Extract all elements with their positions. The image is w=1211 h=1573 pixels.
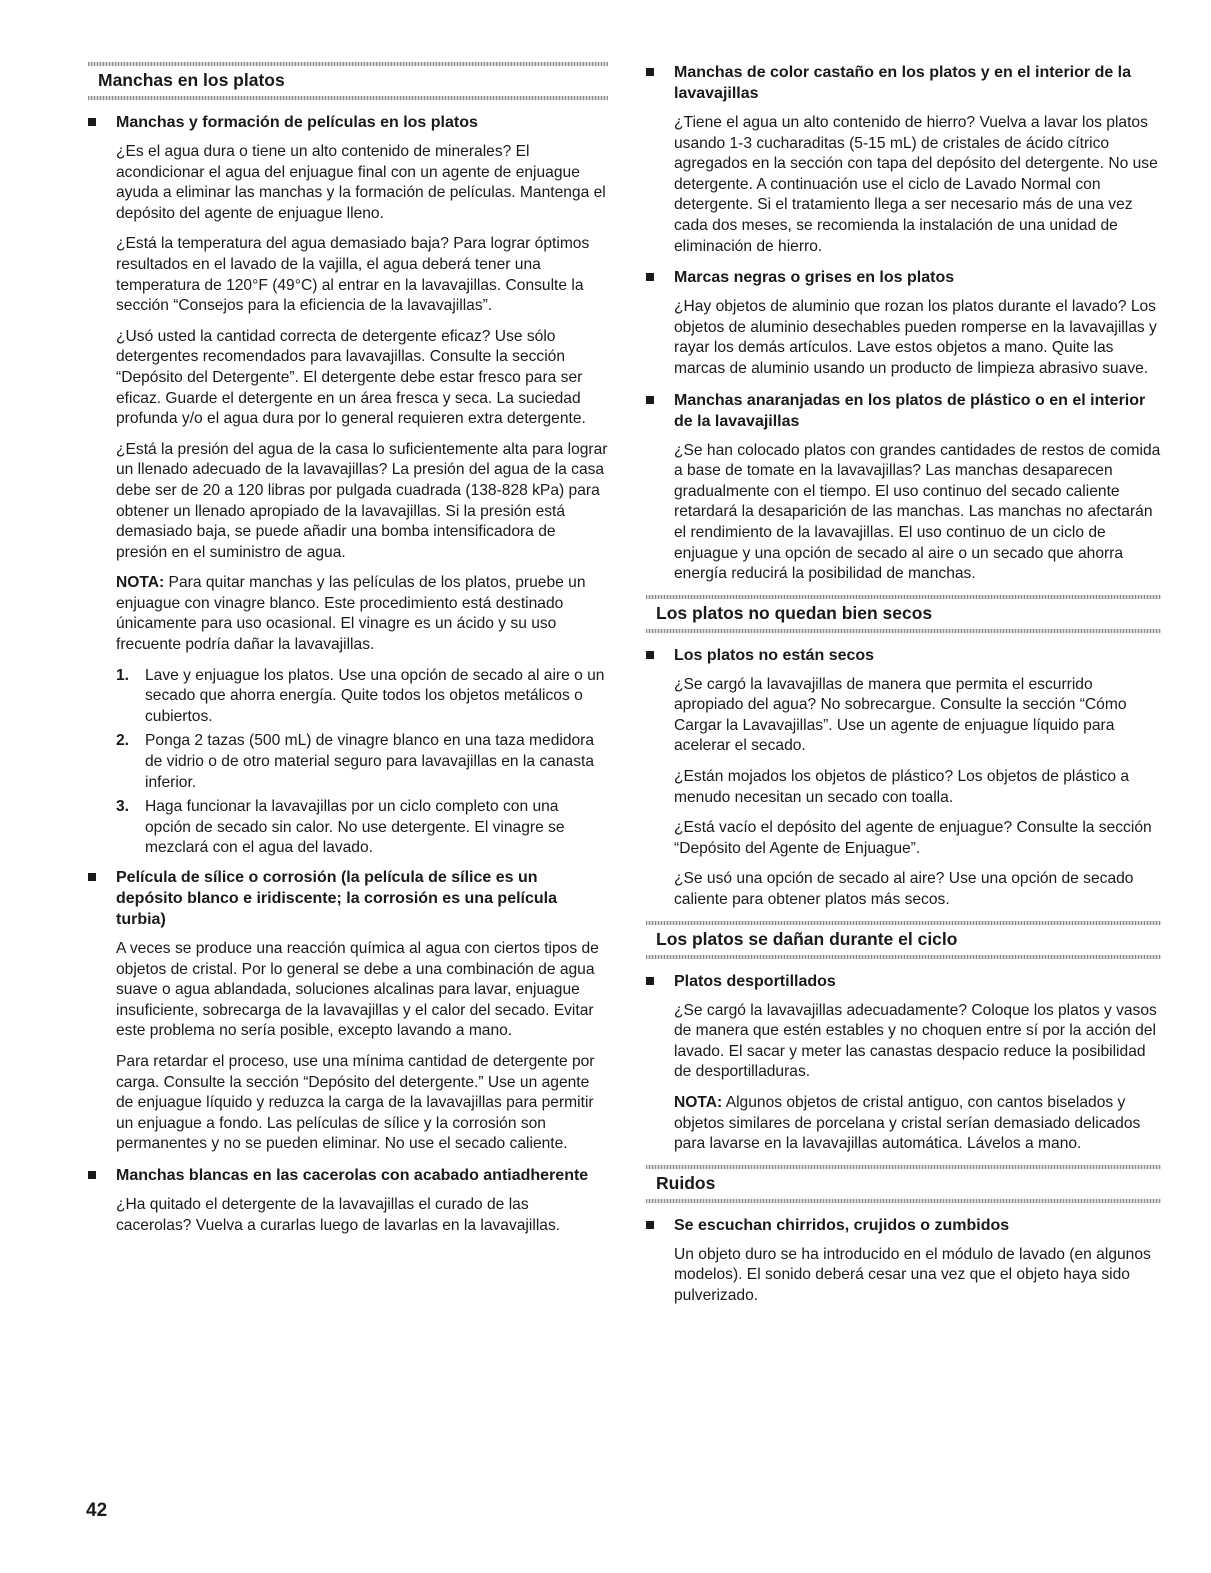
paragraph: ¿Se cargó la lavavajillas de manera que permita el escurrido apropiado del agua? No sobrecargue. Consulte la sección “Cómo Cargar la Lavavajillas”. Use un agente de enjuague líquido para acelerar el secado.	[674, 675, 1127, 755]
square-bullet-icon	[646, 68, 654, 76]
paragraph: ¿Están mojados los objetos de plástico? Los objetos de plástico a menudo necesitan un secado con toalla.	[674, 768, 1130, 806]
item-title-text: Manchas de color castaño en los platos y en el interior de la lavavajillas	[674, 64, 1132, 102]
paragraph: ¿Está la temperatura del agua demasiado baja? Para lograr óptimos resultados en el lavado de la vajilla, el agua deberá tener una temperatura de 120°F (49°C) al entrar en la lavavajillas. Consulte la sección “Consejos para la eficiencia de la lavavajillas”.	[116, 235, 590, 315]
square-bullet-icon	[646, 273, 654, 281]
item-title	[646, 62, 1161, 104]
square-bullet-icon	[646, 651, 654, 659]
troubleshoot-item	[88, 867, 608, 1155]
section-title: Los platos no quedan bien secos	[656, 602, 933, 623]
item-title-text: Manchas y formación de películas en los platos	[116, 114, 478, 131]
step-number: 1.	[116, 666, 130, 684]
item-title-text: Manchas anaranjadas en los platos de plástico o en el interior de la lavavajillas	[674, 391, 1146, 430]
item-title	[88, 1165, 608, 1186]
paragraph: ¿Tiene el agua un alto contenido de hierro? Vuelva a lavar los platos usando 1-3 cucharaditas (5-15 mL) de cristales de ácido cítrico agregados en la sección con tapa del depósito del detergente. No use detergente. A continuación use el ciclo de Lavado Normal con detergente. Si el tratamiento llega a ser necesario más de una vez cada dos meses, se recomienda la instalación de una unidad de eliminación de hierro.	[674, 114, 1158, 255]
troubleshoot-item	[646, 267, 1161, 379]
step-text: Haga funcionar la lavavajillas por un ciclo completo con una opción de secado sin calor. No use detergente. El vinagre se mezclará con el agua del lavado.	[145, 798, 565, 857]
paragraph: Para retardar el proceso, use una mínima cantidad de detergente por carga. Consulte la sección “Depósito del detergente.” Use un agente de enjuague líquido y reduzca la carga de la lavavajillas para permitir un enjuague a fondo. Las películas de sílice y la corrosión son permanentes y no se pueden eliminar. No use el secado caliente.	[116, 1052, 595, 1153]
paragraph: ¿Está vacío el depósito del agente de enjuague? Consulte la sección “Depósito del Agente de Enjuague”.	[674, 819, 1152, 857]
item-title-text: Platos desportillados	[674, 972, 836, 990]
paragraph: A veces se produce una reacción química al agua con ciertos tipos de objetos de cristal. Por lo general se debe a una combinación de agua suave o agua ablandada, soluciones alcalinas para lavar, enjuague insuficiente, sobrecarga de la lavavajillas y el calor del secado. Evitar este problema no sería posible, excepto lavando a mano.	[116, 940, 599, 1040]
square-bullet-icon	[646, 396, 654, 404]
troubleshoot-item	[88, 112, 608, 859]
section-rule-bottom	[88, 96, 608, 100]
paragraph: ¿Ha quitado el detergente de la lavavajillas el curado de las cacerolas? Vuelva a curarlas luego de lavarlas en la lavavajillas.	[116, 1195, 561, 1234]
troubleshoot-item	[646, 390, 1161, 585]
square-bullet-icon	[646, 1221, 654, 1229]
paragraph: ¿Se cargó la lavavajillas adecuadamente? Coloque los platos y vasos de manera que estén estables y no choquen entre sí por la acción del lavado. El sacar y meter las canastas despacio reduce la posibilidad de desportilladuras.	[674, 1001, 1157, 1081]
paragraph: ¿Hay objetos de aluminio que rozan los platos durante el lavado? Los objetos de aluminio desechables pueden romperse en la lavavajillas y rayar los demás artículos. Lave estos objetos a mano. Quite las marcas de aluminio usando un producto de limpieza abrasivo suave.	[674, 298, 1157, 377]
item-title-text: Película de sílice o corrosión (la película de sílice es un depósito blanco e iridiscente; la corrosión es una película turbia)	[116, 869, 557, 928]
paragraph: ¿Se han colocado platos con grandes cantidades de restos de comida a base de tomate en la lavavajillas? Las manchas desaparecen gradualmente con el tiempo. El uso continuo del secado caliente retardará la desaparición de las manchas. Las manchas no afectarán el rendimiento de la lavavajillas. El uso continuo de un ciclo de enjuague y una opción de secado al aire o un secado que ahorra energía reducirá la posibilidad de manchas.	[674, 441, 1161, 583]
troubleshoot-item	[646, 645, 1161, 911]
item-title-text: Manchas blancas en las cacerolas con acabado antiadherente	[116, 1166, 589, 1184]
item-title-text: Los platos no están secos	[674, 646, 875, 664]
item-title-text: Se escuchan chirridos, crujidos o zumbidos	[674, 1216, 1010, 1234]
square-bullet-icon	[88, 118, 96, 126]
left-column	[88, 62, 608, 1246]
note-paragraph	[646, 1093, 1161, 1155]
paragraph: ¿Usó usted la cantidad correcta de detergente eficaz? Use sólo detergentes recomendados para lavavajillas. Consulte la sección “Depósito del Detergente”. El detergente debe estar fresco para ser eficaz. Guarde el detergente en un área fresca y seca. La suciedad profunda y/o el agua dura por lo general requieren extra detergente.	[116, 327, 586, 428]
section-header	[646, 595, 1161, 633]
item-title	[646, 267, 1161, 288]
note-label: NOTA:	[116, 574, 165, 592]
note-paragraph	[88, 573, 608, 655]
steps-list	[88, 666, 608, 859]
paragraph: ¿Está la presión del agua de la casa lo suficientemente alta para lograr un llenado adecuado de la lavavajillas? La presión del agua de la casa debe ser de 20 a 120 libras por pulgada cuadrada (138-828 kPa) para obtener un llenado apropiado de la lavavajillas. Si la presión está demasiado baja, se puede añadir una bomba intensificadora de presión en el suministro de agua.	[116, 440, 608, 561]
troubleshoot-item	[88, 1165, 608, 1236]
item-title	[646, 390, 1161, 432]
section-rule-bottom	[646, 955, 1161, 959]
step-text: Ponga 2 tazas (500 mL) de vinagre blanco en una taza medidora de vidrio o de otro material seguro para lavavajillas en la canasta inferior.	[145, 732, 595, 791]
item-title	[646, 645, 1161, 666]
item-title-text: Marcas negras o grises en los platos	[674, 269, 955, 287]
section-header	[88, 62, 608, 100]
paragraph: ¿Se usó una opción de secado al aire? Use una opción de secado caliente para obtener platos más secos.	[674, 870, 1134, 909]
note-label: NOTA:	[674, 1094, 723, 1111]
section-rule-bottom	[646, 1199, 1161, 1203]
item-title	[88, 112, 608, 133]
section-rule-bottom	[646, 629, 1161, 633]
step-item	[116, 666, 608, 728]
section-header	[646, 1165, 1161, 1203]
step-number: 3.	[116, 798, 130, 816]
troubleshoot-item	[646, 971, 1161, 1155]
square-bullet-icon	[88, 1171, 96, 1179]
step-item	[116, 797, 608, 859]
note-text: Para quitar manchas y las películas de los platos, pruebe un enjuague con vinagre blanco. Este procedimiento está destinado únicamente para uso ocasional. El vinagre es un ácido y su uso frecuente podría dañar la lavavajillas.	[116, 574, 586, 654]
section-title: Los platos se dañan durante el ciclo	[656, 928, 958, 949]
section-header	[646, 921, 1161, 959]
item-title	[646, 971, 1161, 992]
square-bullet-icon	[88, 873, 96, 881]
paragraph: ¿Es el agua dura o tiene un alto contenido de minerales? El acondicionar el agua del enjuague final con un agente de enjuague ayuda a eliminar las manchas y la formación de películas. Mantenga el depósito del agente de enjuague lleno.	[116, 143, 606, 222]
item-title	[646, 1215, 1161, 1236]
step-number: 2.	[116, 732, 130, 750]
page-number: 42	[86, 1500, 108, 1521]
item-title	[88, 867, 608, 930]
section-title: Ruidos	[656, 1172, 716, 1193]
step-item	[116, 731, 608, 793]
step-text: Lave y enjuague los platos. Use una opción de secado al aire o un secado que ahorra energía. Quite todos los objetos metálicos o cubiertos.	[145, 666, 605, 725]
paragraph: Un objeto duro se ha introducido en el módulo de lavado (en algunos modelos). El sonido deberá cesar una vez que el objeto haya sido pulverizado.	[674, 1245, 1151, 1304]
troubleshoot-item	[646, 62, 1161, 257]
troubleshoot-item	[646, 1215, 1161, 1307]
section-title: Manchas en los platos	[98, 70, 285, 90]
square-bullet-icon	[646, 977, 654, 985]
right-column	[646, 62, 1161, 1317]
note-text: Algunos objetos de cristal antiguo, con cantos biselados y objetos similares de porcelana y cristal serían demasiado delicados para lavarse en la lavavajillas automática. Lávelos a mano.	[674, 1094, 1141, 1153]
